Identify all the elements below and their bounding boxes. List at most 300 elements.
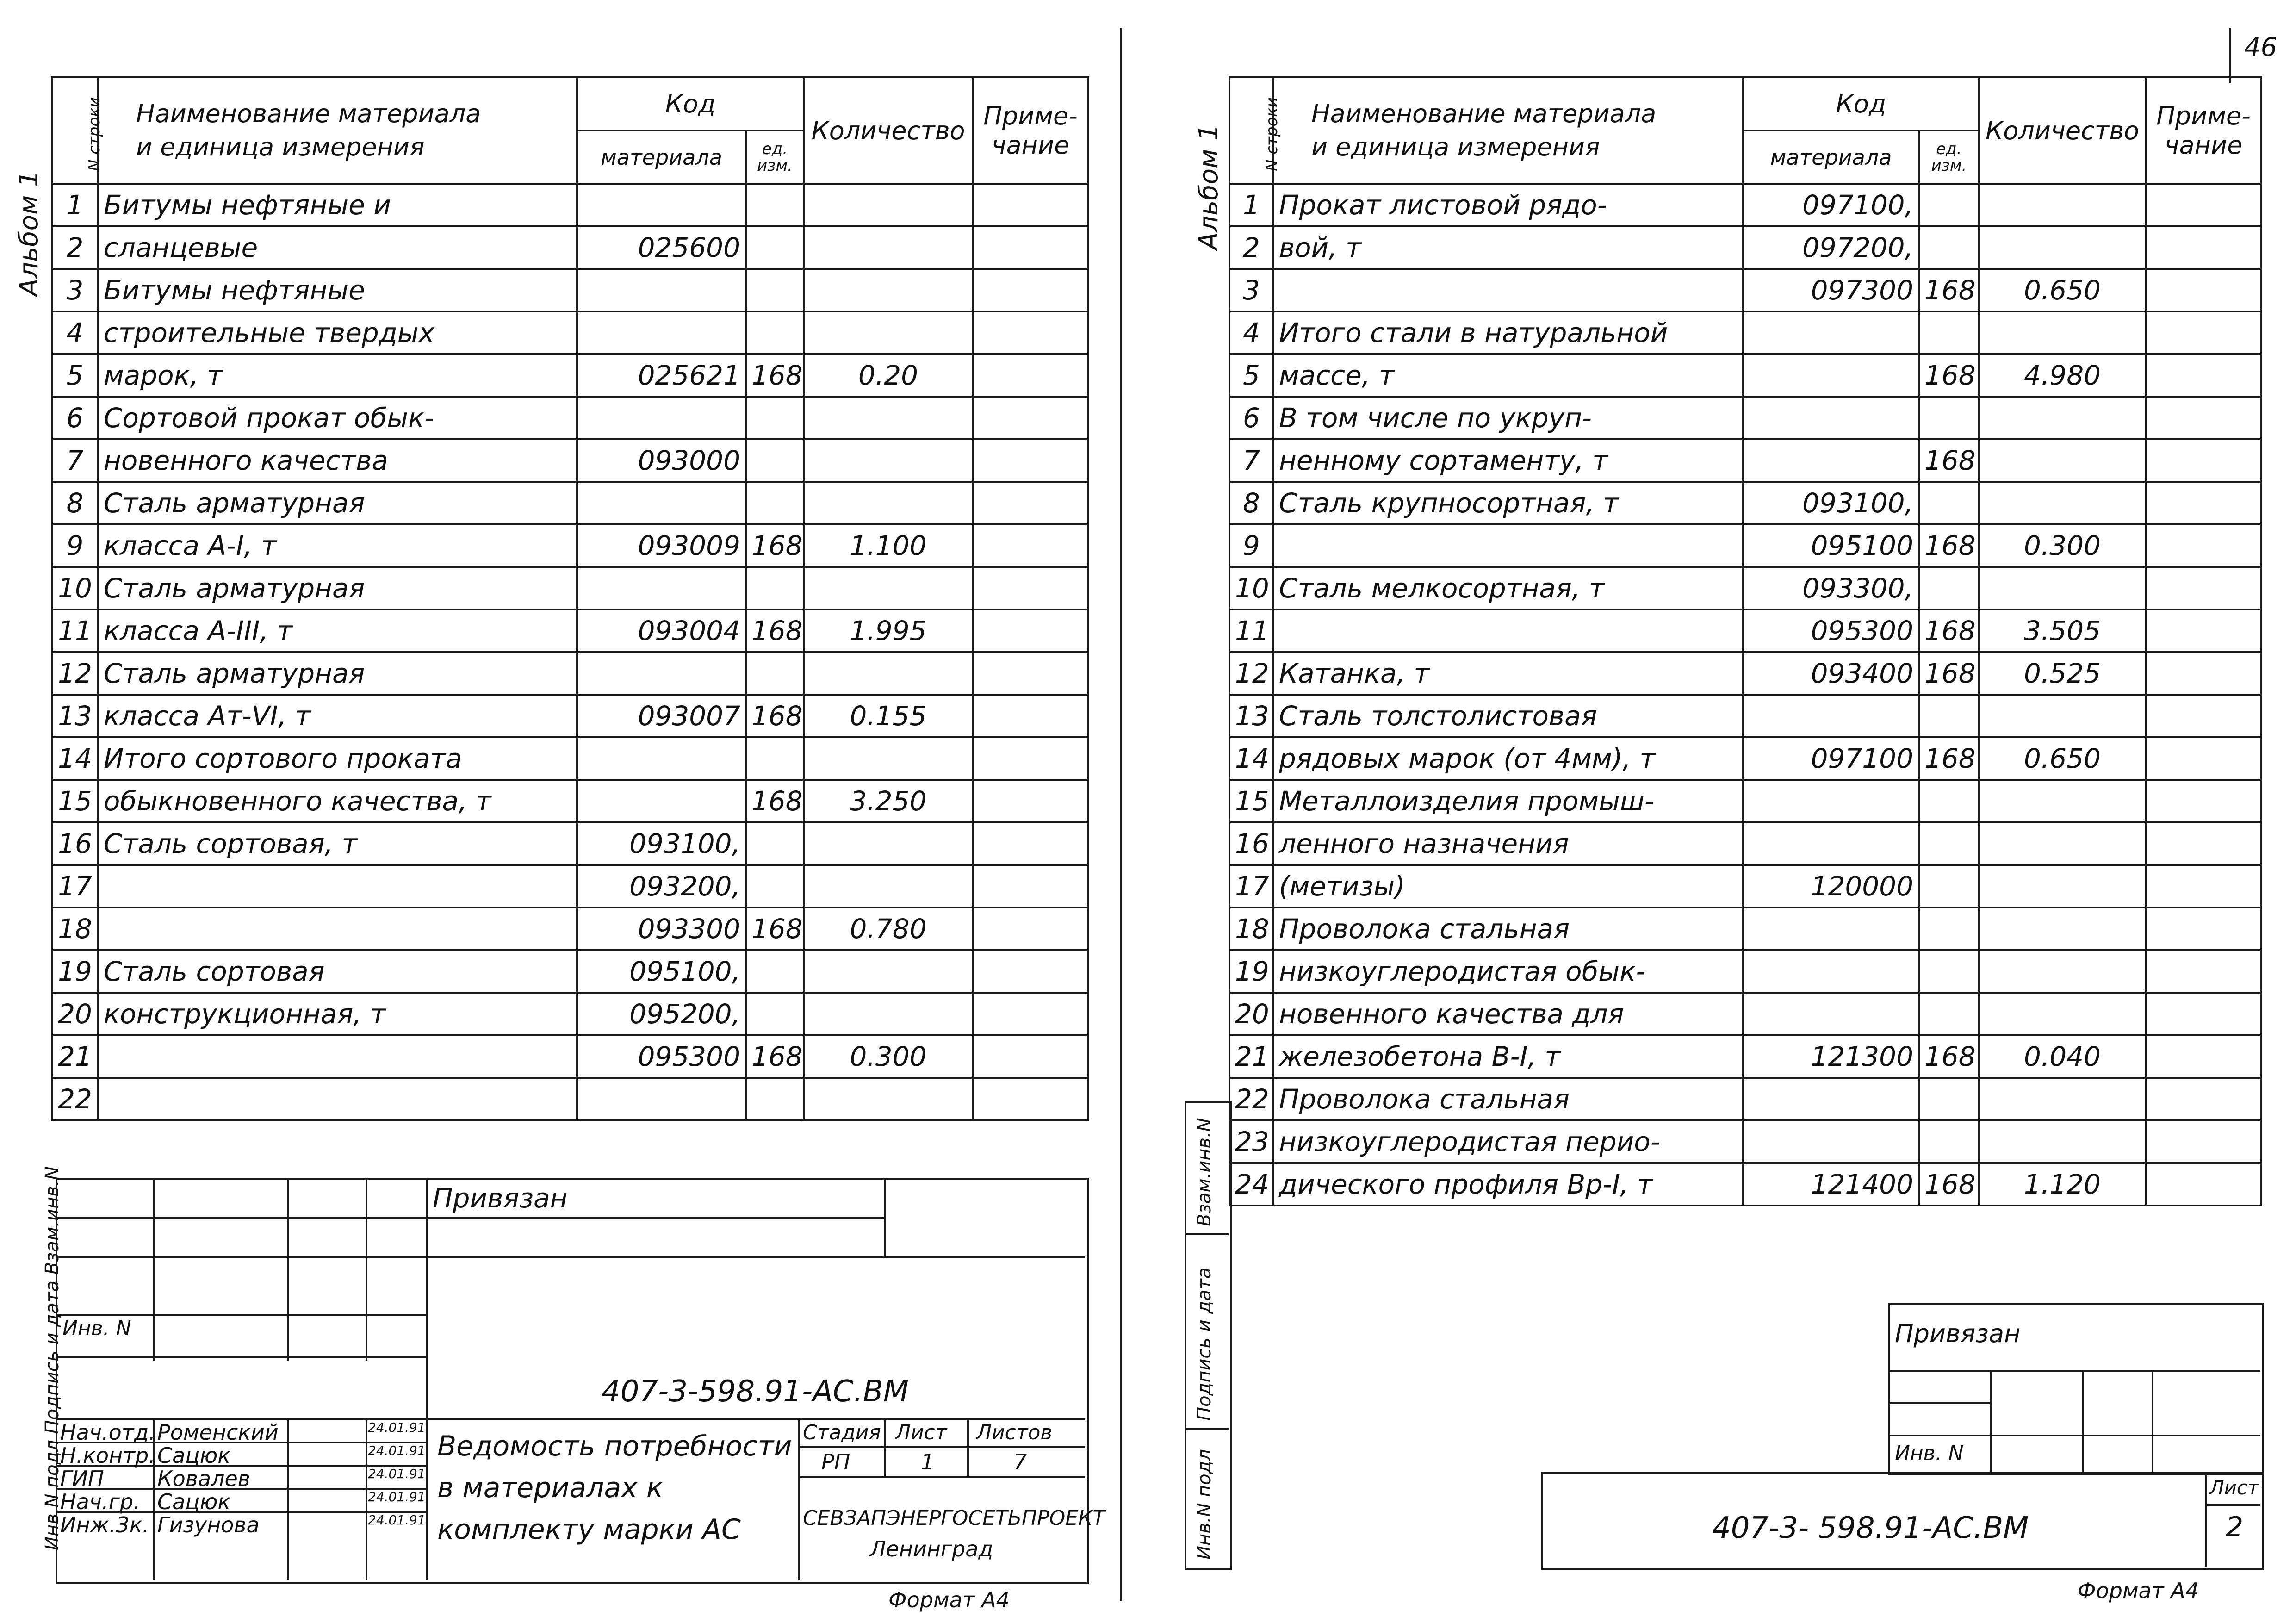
sheet-value-right: 2 (2226, 1511, 2244, 1543)
row-number: 2 (52, 226, 98, 269)
material-name: ленного назначения (1273, 822, 1743, 865)
unit-code (746, 226, 804, 269)
unit-code (1919, 567, 1979, 609)
material-code (1743, 311, 1919, 354)
page-number-mark (2229, 28, 2231, 83)
unit-code (746, 439, 804, 482)
row-number: 3 (1229, 269, 1273, 311)
row-number: 1 (52, 184, 98, 226)
quantity (1979, 184, 2146, 226)
row-number: 2 (1229, 226, 1273, 269)
signature-role: Н.контр. (60, 1443, 155, 1468)
row-number: 10 (52, 567, 98, 609)
note (2146, 567, 2261, 609)
unit-code: 168 (746, 695, 804, 737)
row-number: 14 (1229, 737, 1273, 780)
material-name: сланцевые (98, 226, 577, 269)
note (973, 908, 1088, 950)
row-number: 12 (52, 652, 98, 695)
header-code: Код (577, 77, 804, 131)
row-number: 18 (52, 908, 98, 950)
unit-code (1919, 993, 1979, 1035)
row-number: 15 (1229, 780, 1273, 822)
quantity: 0.20 (804, 354, 973, 397)
sheets-value: 7 (1013, 1449, 1027, 1474)
quantity: 0.650 (1979, 737, 2146, 780)
quantity (804, 652, 973, 695)
table-row (1229, 567, 2261, 609)
row-number: 6 (52, 397, 98, 439)
material-name: Сталь мелкосортная, т (1273, 567, 1743, 609)
material-code: 093300 (577, 908, 746, 950)
material-name: (метизы) (1273, 865, 1743, 908)
material-name (98, 865, 577, 908)
album-label-right: Альбом 1 (1194, 124, 1224, 250)
material-code: 093004 (577, 609, 746, 652)
note (2146, 780, 2261, 822)
unit-code (1919, 482, 1979, 524)
unit-code: 168 (1919, 269, 1979, 311)
table-row (52, 184, 1088, 226)
note (2146, 482, 2261, 524)
stage-label: Стадия (803, 1421, 881, 1444)
table-row (52, 397, 1088, 439)
material-code: 095300 (1743, 609, 1919, 652)
note (973, 695, 1088, 737)
note (973, 397, 1088, 439)
material-name: массе, т (1273, 354, 1743, 397)
quantity: 0.650 (1979, 269, 2146, 311)
material-name: Сталь толстолистовая (1273, 695, 1743, 737)
unit-code: 168 (746, 780, 804, 822)
table-row (1229, 652, 2261, 695)
materials-table-left (51, 76, 1089, 1121)
row-number: 4 (1229, 311, 1273, 354)
signature-role: ГИП (60, 1466, 104, 1491)
quantity (804, 865, 973, 908)
note (2146, 652, 2261, 695)
material-code (577, 1078, 746, 1120)
row-number: 18 (1229, 908, 1273, 950)
quantity (1979, 950, 2146, 993)
unit-code (746, 1078, 804, 1120)
note (2146, 950, 2261, 993)
note (2146, 226, 2261, 269)
material-name: В том числе по укруп- (1273, 397, 1743, 439)
quantity (1979, 397, 2146, 439)
material-name (98, 1035, 577, 1078)
row-number: 17 (52, 865, 98, 908)
header-name-right: Наименование материала и единица измерения (1273, 77, 1743, 184)
unit-code (1919, 780, 1979, 822)
note (2146, 822, 2261, 865)
unit-code (1919, 950, 1979, 993)
header-material-right: материала (1743, 131, 1919, 184)
note (973, 1078, 1088, 1120)
material-code (1743, 695, 1919, 737)
quantity (1979, 822, 2146, 865)
table-row (1229, 695, 2261, 737)
quantity (804, 950, 973, 993)
header-note-right: Приме- чание (2146, 77, 2261, 184)
material-code: 093009 (577, 524, 746, 567)
unit-code: 168 (746, 524, 804, 567)
unit-code: 168 (1919, 737, 1979, 780)
quantity: 1.100 (804, 524, 973, 567)
material-name (98, 908, 577, 950)
unit-code (1919, 908, 1979, 950)
signature-date: 24.01.91 (368, 1466, 426, 1481)
material-name (1273, 524, 1743, 567)
material-name: Сталь сортовая, т (98, 822, 577, 865)
table-row (52, 780, 1088, 822)
table-row (52, 695, 1088, 737)
note (973, 524, 1088, 567)
note (973, 822, 1088, 865)
quantity: 0.040 (1979, 1035, 2146, 1078)
material-name: Итого стали в натуральной (1273, 311, 1743, 354)
table-row (1229, 524, 2261, 567)
org-city: Ленинград (870, 1536, 993, 1561)
material-name: Битумы нефтяные (98, 269, 577, 311)
material-code (1743, 354, 1919, 397)
privyazan-label-left: Привязан (433, 1182, 568, 1214)
unit-code (1919, 397, 1979, 439)
material-name: Сортовой прокат обык- (98, 397, 577, 439)
quantity (1979, 439, 2146, 482)
signature-role: Нач.отд. (60, 1420, 155, 1445)
quantity (1979, 482, 2146, 524)
note (2146, 1035, 2261, 1078)
material-name: класса Ат-VI, т (98, 695, 577, 737)
org-name: СЕВЗАПЭНЕРГОСЕТЬПРОЕКТ (803, 1506, 1105, 1530)
material-name: ненному сортаменту, т (1273, 439, 1743, 482)
table-row (1229, 737, 2261, 780)
table-row (52, 822, 1088, 865)
signature-name: Ковалев (157, 1466, 250, 1491)
material-code: 093200, (577, 865, 746, 908)
quantity (1979, 865, 2146, 908)
table-row (1229, 1035, 2261, 1078)
header-name: Наименование материала и единица измерения (98, 77, 577, 184)
row-number: 20 (1229, 993, 1273, 1035)
row-number: 21 (1229, 1035, 1273, 1078)
material-name: Проволока стальная (1273, 1078, 1743, 1120)
row-number: 16 (52, 822, 98, 865)
table-row (52, 993, 1088, 1035)
material-name: обыкновенного качества, т (98, 780, 577, 822)
row-number: 13 (52, 695, 98, 737)
material-name: Катанка, т (1273, 652, 1743, 695)
signature-date: 24.01.91 (368, 1420, 426, 1435)
table-row (52, 1035, 1088, 1078)
table-row (1229, 269, 2261, 311)
quantity (804, 737, 973, 780)
unit-code: 168 (1919, 1035, 1979, 1078)
material-code (577, 269, 746, 311)
quantity: 4.980 (1979, 354, 2146, 397)
quantity (1979, 567, 2146, 609)
material-code: 097300 (1743, 269, 1919, 311)
table-row (52, 950, 1088, 993)
quantity (804, 397, 973, 439)
material-name: Сталь сортовая (98, 950, 577, 993)
material-code: 120000 (1743, 865, 1919, 908)
table-row (1229, 908, 2261, 950)
material-code (577, 737, 746, 780)
material-code (1743, 397, 1919, 439)
table-row (52, 1078, 1088, 1120)
quantity: 0.155 (804, 695, 973, 737)
quantity (804, 269, 973, 311)
signature-name: Сацюк (157, 1489, 231, 1514)
note (973, 737, 1088, 780)
note (2146, 354, 2261, 397)
header-row-no: N строки (52, 77, 98, 184)
table-row (52, 524, 1088, 567)
row-number: 5 (1229, 354, 1273, 397)
table-row (1229, 354, 2261, 397)
row-number: 22 (1229, 1078, 1273, 1120)
quantity (804, 993, 973, 1035)
sheet-value-left: 1 (921, 1449, 935, 1474)
unit-code (746, 652, 804, 695)
privyazan-label-right: Привязан (1895, 1319, 2021, 1348)
row-number: 11 (1229, 609, 1273, 652)
unit-code: 168 (746, 908, 804, 950)
header-unit: ед. изм. (746, 131, 804, 184)
note (2146, 397, 2261, 439)
unit-code (1919, 184, 1979, 226)
table-row (52, 737, 1088, 780)
note (2146, 1078, 2261, 1120)
unit-code (1919, 1120, 1979, 1163)
signature-role: Нач.гр. (60, 1489, 140, 1514)
note (2146, 269, 2261, 311)
material-code: 095300 (577, 1035, 746, 1078)
row-number: 11 (52, 609, 98, 652)
quantity (804, 226, 973, 269)
material-name: Сталь крупносортная, т (1273, 482, 1743, 524)
unit-code (1919, 822, 1979, 865)
note (2146, 908, 2261, 950)
material-code (1743, 822, 1919, 865)
row-number: 10 (1229, 567, 1273, 609)
table-row (1229, 822, 2261, 865)
note (973, 226, 1088, 269)
material-name: Сталь арматурная (98, 482, 577, 524)
material-code (1743, 1078, 1919, 1120)
materials-table-right (1229, 76, 2262, 1206)
unit-code (746, 737, 804, 780)
row-number: 20 (52, 993, 98, 1035)
material-code (1743, 908, 1919, 950)
material-code (1743, 993, 1919, 1035)
header-material: материала (577, 131, 746, 184)
row-number: 17 (1229, 865, 1273, 908)
format-label-left: Формат А4 (888, 1587, 1010, 1612)
table-row (52, 311, 1088, 354)
unit-code (1919, 226, 1979, 269)
note (973, 567, 1088, 609)
stamp-vzam-inv: Взам.инв.N (1194, 1118, 1215, 1226)
unit-code: 168 (1919, 1163, 1979, 1206)
quantity (804, 184, 973, 226)
note (2146, 737, 2261, 780)
quantity (1979, 226, 2146, 269)
material-code (1743, 1120, 1919, 1163)
table-row (1229, 950, 2261, 993)
unit-code (746, 950, 804, 993)
material-name: Итого сортового проката (98, 737, 577, 780)
row-number: 3 (52, 269, 98, 311)
note (2146, 1120, 2261, 1163)
table-row (1229, 1078, 2261, 1120)
material-code: 121400 (1743, 1163, 1919, 1206)
unit-code: 168 (746, 1035, 804, 1078)
quantity (804, 439, 973, 482)
table-row (52, 609, 1088, 652)
inv-no-label-left: Инв. N (62, 1317, 131, 1340)
table-row (1229, 397, 2261, 439)
quantity (1979, 908, 2146, 950)
header-row-no-right: N строки (1229, 77, 1273, 184)
material-name: новенного качества (98, 439, 577, 482)
table-row (52, 482, 1088, 524)
unit-code: 168 (1919, 439, 1979, 482)
material-name: низкоуглеродистая обык- (1273, 950, 1743, 993)
album-label-left: Альбом 1 (14, 170, 44, 296)
signature-date: 24.01.91 (368, 1489, 426, 1505)
quantity: 3.250 (804, 780, 973, 822)
material-code (577, 652, 746, 695)
material-name: конструкционная, т (98, 993, 577, 1035)
row-number: 1 (1229, 184, 1273, 226)
row-number: 12 (1229, 652, 1273, 695)
quantity (804, 822, 973, 865)
quantity (804, 311, 973, 354)
note (2146, 695, 2261, 737)
quantity: 0.525 (1979, 652, 2146, 695)
note (973, 609, 1088, 652)
material-name: низкоуглеродистая перио- (1273, 1120, 1743, 1163)
material-code: 097100, (1743, 184, 1919, 226)
unit-code (746, 397, 804, 439)
material-code: 093000 (577, 439, 746, 482)
note (973, 482, 1088, 524)
material-name: Битумы нефтяные и (98, 184, 577, 226)
note (973, 950, 1088, 993)
material-name: дического профиля Вр-I, т (1273, 1163, 1743, 1206)
material-code (577, 184, 746, 226)
material-code: 095100 (1743, 524, 1919, 567)
side-stamp-left: Инв.N подл Подпись и дата Взам.инв.N (42, 1166, 63, 1550)
material-code: 093100, (577, 822, 746, 865)
table-row (1229, 439, 2261, 482)
material-code: 095200, (577, 993, 746, 1035)
table-row (52, 908, 1088, 950)
row-number: 7 (1229, 439, 1273, 482)
table-row (1229, 609, 2261, 652)
quantity: 0.300 (1979, 524, 2146, 567)
unit-code: 168 (1919, 652, 1979, 695)
table-row (52, 865, 1088, 908)
quantity: 0.780 (804, 908, 973, 950)
material-code: 097200, (1743, 226, 1919, 269)
table-row (1229, 993, 2261, 1035)
table-row (1229, 184, 2261, 226)
quantity: 0.300 (804, 1035, 973, 1078)
note (973, 780, 1088, 822)
table-row (1229, 1120, 2261, 1163)
material-code: 093300, (1743, 567, 1919, 609)
note (2146, 439, 2261, 482)
material-code: 093400 (1743, 652, 1919, 695)
note (973, 269, 1088, 311)
unit-code: 168 (1919, 354, 1979, 397)
stamp-inv-podl: Инв.N подл (1194, 1449, 1215, 1560)
doc-title-line3: комплекту марки АС (437, 1513, 741, 1546)
signature-date: 24.01.91 (368, 1443, 426, 1458)
header-code-right: Код (1743, 77, 1979, 131)
row-number: 15 (52, 780, 98, 822)
material-name: Сталь арматурная (98, 652, 577, 695)
signature-role: Инж.3к. (60, 1512, 149, 1537)
material-name: класса А-I, т (98, 524, 577, 567)
unit-code (1919, 311, 1979, 354)
table-row (1229, 1163, 2261, 1206)
note (973, 184, 1088, 226)
table-row (52, 269, 1088, 311)
material-code: 093007 (577, 695, 746, 737)
material-name: рядовых марок (от 4мм), т (1273, 737, 1743, 780)
row-number: 19 (1229, 950, 1273, 993)
note (973, 652, 1088, 695)
table-row (52, 439, 1088, 482)
sheet-label-left: Лист (895, 1421, 947, 1444)
note (2146, 184, 2261, 226)
row-number: 5 (52, 354, 98, 397)
unit-code (746, 311, 804, 354)
note (2146, 993, 2261, 1035)
table-row (1229, 780, 2261, 822)
material-name: Проволока стальная (1273, 908, 1743, 950)
quantity (804, 567, 973, 609)
doc-code-right: 407-3- 598.91-АС.ВМ (1712, 1511, 2029, 1545)
row-number: 21 (52, 1035, 98, 1078)
table-row (1229, 865, 2261, 908)
unit-code (746, 482, 804, 524)
unit-code: 168 (746, 354, 804, 397)
material-name: новенного качества для (1273, 993, 1743, 1035)
unit-code (1919, 865, 1979, 908)
material-code: 097100 (1743, 737, 1919, 780)
quantity (1979, 993, 2146, 1035)
note (2146, 524, 2261, 567)
material-code: 093100, (1743, 482, 1919, 524)
doc-code-left: 407-3-598.91-АС.ВМ (602, 1374, 909, 1409)
header-quantity-right: Количество (1979, 77, 2146, 184)
row-number: 13 (1229, 695, 1273, 737)
unit-code (746, 269, 804, 311)
unit-code: 168 (746, 609, 804, 652)
doc-title-line1: Ведомость потребности (437, 1430, 792, 1462)
unit-code (746, 822, 804, 865)
material-name: Прокат листовой рядо- (1273, 184, 1743, 226)
material-code: 025621 (577, 354, 746, 397)
quantity (1979, 695, 2146, 737)
material-name (98, 1078, 577, 1120)
